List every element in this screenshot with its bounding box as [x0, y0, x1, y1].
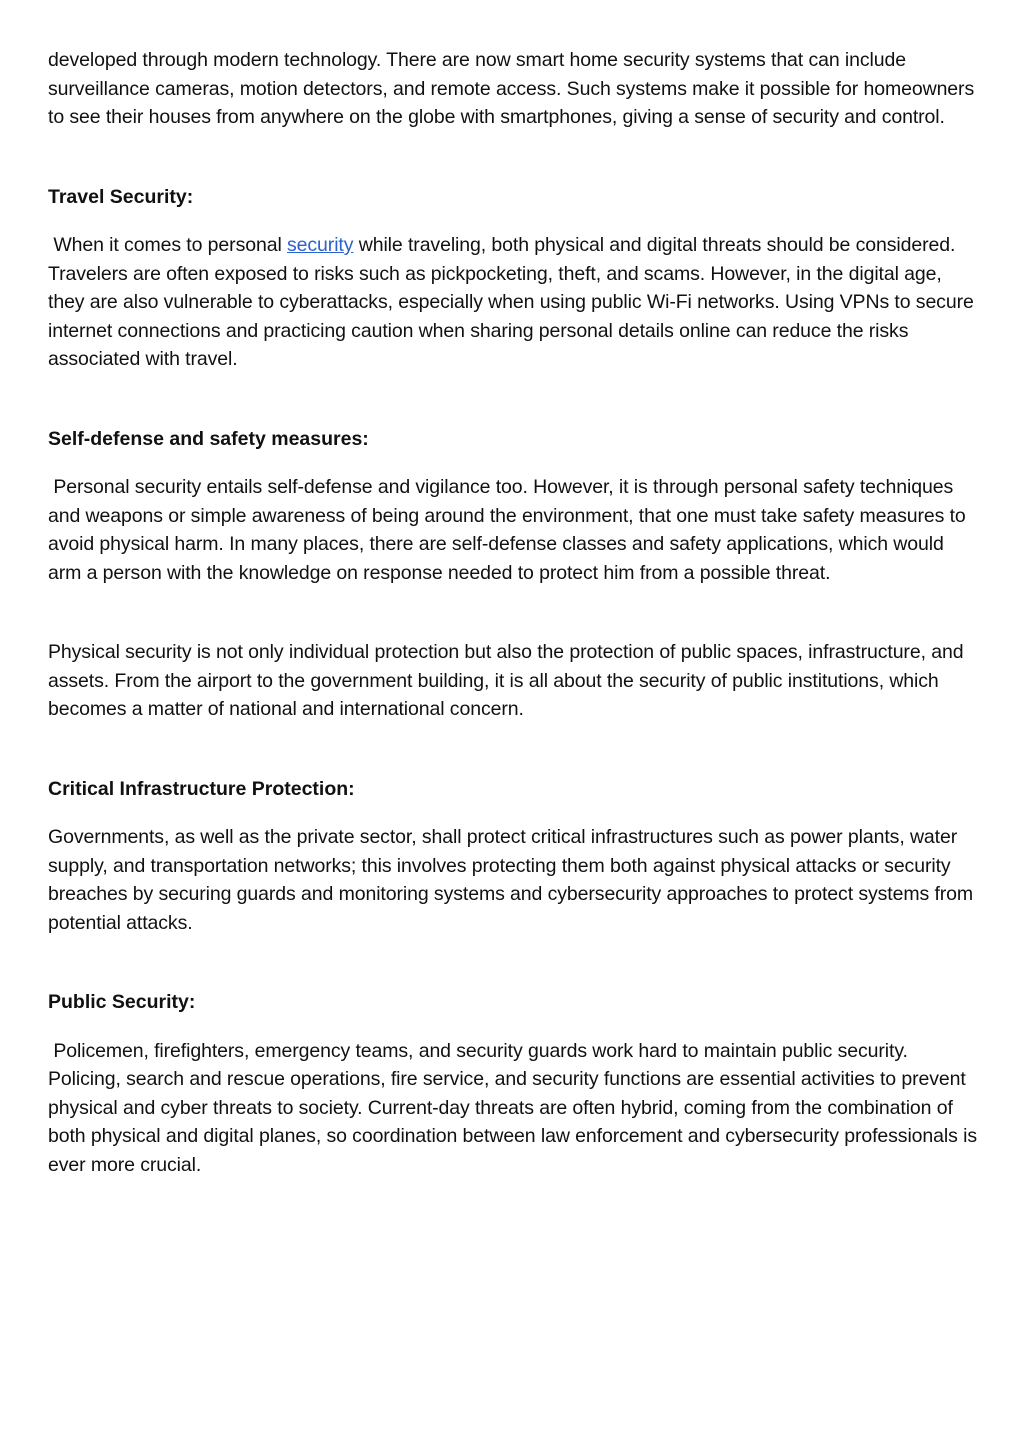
public-security-heading: Public Security:: [48, 991, 196, 1013]
security-link[interactable]: security: [287, 234, 354, 256]
spacer: [48, 937, 978, 988]
travel-text-before-link: When it comes to personal: [48, 234, 288, 256]
self-defense-heading: Self-defense and safety measures:: [48, 427, 369, 450]
spacer: [48, 374, 978, 425]
travel-security-paragraph: [48, 231, 978, 374]
physical-security-paragraph: Physical security is not only individual protection but also the protection of public spaces, infrastructure, and assets. From the airport to the government building, it is all about the security of public institutions, which becomes a matter of national and international concern.: [48, 641, 964, 720]
critical-infrastructure-heading: Critical Infrastructure Protection:: [48, 777, 355, 800]
intro-paragraph: developed through modern technology. There are now smart home security systems that can include surveillance cameras, motion detectors, and remote access. Such systems make it possible for homeowners to see their houses from anywhere on the globe with smartphones, giving a sense of security and control.: [48, 49, 975, 128]
spacer: [48, 803, 978, 823]
self-defense-paragraph: Personal security entails self-defense and vigilance too. However, it is through personal safety techniques and weapons or simple awareness of being around the environment, that one must take safety measures to avoid physical harm. In many places, there are self-defense classes and safety applications, which would arm a person with the knowledge on response needed to protect him from a possible threat.: [48, 476, 971, 584]
travel-text-after-link: while traveling, both physical and digital threats should be considered. Travelers are often exposed to risks such as pickpocketing, theft, and scams. However, in the digital age, they are also vulnerable to cyberattacks, especially when using public Wi-Fi networks. Using VPNs to secure internet connections and practicing caution when sharing personal details online can reduce the risks associated with travel.: [48, 234, 974, 370]
document-page: [48, 46, 983, 1179]
spacer: [48, 453, 978, 473]
critical-infrastructure-paragraph: Governments, as well as the private sector, shall protect critical infrastructures such as power plants, water supply, and transportation networks; this involves protecting them both against physical attacks or security breaches by securing guards and monitoring systems and cybersecurity approaches to protect systems from potential attacks.: [48, 826, 974, 934]
public-security-paragraph: Policemen, firefighters, emergency teams, and security guards work hard to maintain public security. Policing, search and rescue operations, fire service, and security functions are essential activities to prevent physical and cyber threats to society. Current-day threats are often hybrid, coming from the combination of both physical and digital planes, so coordination between law enforcement and cybersecurity professionals is ever more crucial.: [48, 1039, 983, 1176]
spacer: [48, 1017, 978, 1037]
spacer: [48, 132, 978, 183]
spacer: [48, 211, 978, 231]
travel-security-heading: Travel Security:: [48, 185, 194, 208]
spacer: [48, 724, 978, 775]
spacer: [48, 587, 978, 638]
